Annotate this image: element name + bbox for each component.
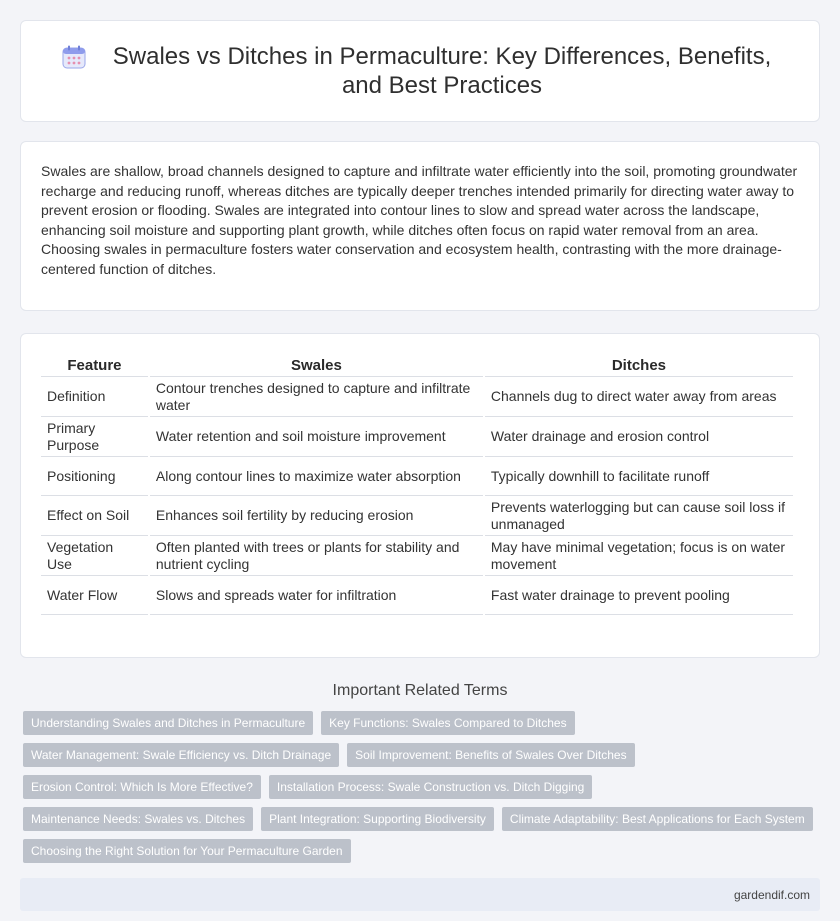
feature-cell: Definition bbox=[41, 377, 148, 417]
header-feature: Feature bbox=[41, 356, 148, 377]
swales-cell: Contour trenches designed to capture and infiltrate water bbox=[150, 377, 483, 417]
related-term-tag[interactable]: Choosing the Right Solution for Your Permaculture Garden bbox=[23, 839, 351, 863]
related-terms-heading: Important Related Terms bbox=[332, 682, 508, 699]
feature-cell: Water Flow bbox=[41, 576, 148, 615]
calendar-icon bbox=[61, 44, 87, 70]
table-row bbox=[41, 377, 793, 417]
related-term-tag[interactable]: Maintenance Needs: Swales vs. Ditches bbox=[23, 807, 253, 831]
table-row bbox=[41, 576, 793, 615]
table-header-row bbox=[41, 356, 793, 377]
ditches-cell: Channels dug to direct water away from areas bbox=[485, 377, 793, 417]
header-ditches: Ditches bbox=[485, 356, 793, 377]
feature-cell: Vegetation Use bbox=[41, 536, 148, 576]
comparison-table-card bbox=[20, 333, 820, 658]
related-term-tag[interactable]: Understanding Swales and Ditches in Permaculture bbox=[23, 711, 313, 735]
swales-cell: Slows and spreads water for infiltration bbox=[150, 576, 483, 615]
related-term-tag[interactable]: Plant Integration: Supporting Biodiversity bbox=[261, 807, 494, 831]
intro-paragraph: Swales are shallow, broad channels designed to capture and infiltrate water efficiently into the soil, promoting groundwater recharge and reducing runoff, whereas ditches are typically deeper trenches intended primarily for directing water away to prevent erosion or flooding. Swales are integrated into contour lines to slow and spread water across the landscape, enhancing soil moisture and supporting plant growth, while ditches often focus on rapid water removal from an area. Choosing swales in permaculture fosters water conservation and ecosystem health, contrasting with the more drainage-centered function of ditches. bbox=[41, 163, 798, 277]
comparison-table bbox=[39, 356, 795, 615]
swales-cell: Often planted with trees or plants for stability and nutrient cycling bbox=[150, 536, 483, 576]
related-term-tag[interactable]: Key Functions: Swales Compared to Ditches bbox=[321, 711, 574, 735]
footer-site-link[interactable]: gardendif.com bbox=[733, 887, 810, 902]
feature-cell: Effect on Soil bbox=[41, 496, 148, 536]
page-title: Swales vs Ditches in Permaculture: Key Differences, Benefits, and Best Practices bbox=[112, 43, 772, 99]
footer bbox=[20, 878, 820, 911]
title-card bbox=[20, 20, 820, 122]
header-swales: Swales bbox=[150, 356, 483, 377]
ditches-cell: May have minimal vegetation; focus is on water movement bbox=[485, 536, 793, 576]
table-row bbox=[41, 417, 793, 457]
ditches-cell: Prevents waterlogging but can cause soil loss if unmanaged bbox=[485, 496, 793, 536]
feature-cell: Primary Purpose bbox=[41, 417, 148, 457]
intro-card bbox=[20, 141, 820, 311]
ditches-cell: Fast water drainage to prevent pooling bbox=[485, 576, 793, 615]
swales-cell: Water retention and soil moisture improvement bbox=[150, 417, 483, 457]
related-term-tag[interactable]: Erosion Control: Which Is More Effective? bbox=[23, 775, 261, 799]
table-row bbox=[41, 457, 793, 496]
related-term-tag[interactable]: Climate Adaptability: Best Applications for Each System bbox=[502, 807, 813, 831]
related-terms-list bbox=[23, 711, 823, 871]
swales-cell: Enhances soil fertility by reducing erosion bbox=[150, 496, 483, 536]
related-term-tag[interactable]: Soil Improvement: Benefits of Swales Over Ditches bbox=[347, 743, 634, 767]
related-term-tag[interactable]: Water Management: Swale Efficiency vs. Ditch Drainage bbox=[23, 743, 339, 767]
table-row bbox=[41, 496, 793, 536]
related-term-tag[interactable]: Installation Process: Swale Construction vs. Ditch Digging bbox=[269, 775, 592, 799]
ditches-cell: Water drainage and erosion control bbox=[485, 417, 793, 457]
feature-cell: Positioning bbox=[41, 457, 148, 496]
table-row bbox=[41, 536, 793, 576]
swales-cell: Along contour lines to maximize water absorption bbox=[150, 457, 483, 496]
ditches-cell: Typically downhill to facilitate runoff bbox=[485, 457, 793, 496]
